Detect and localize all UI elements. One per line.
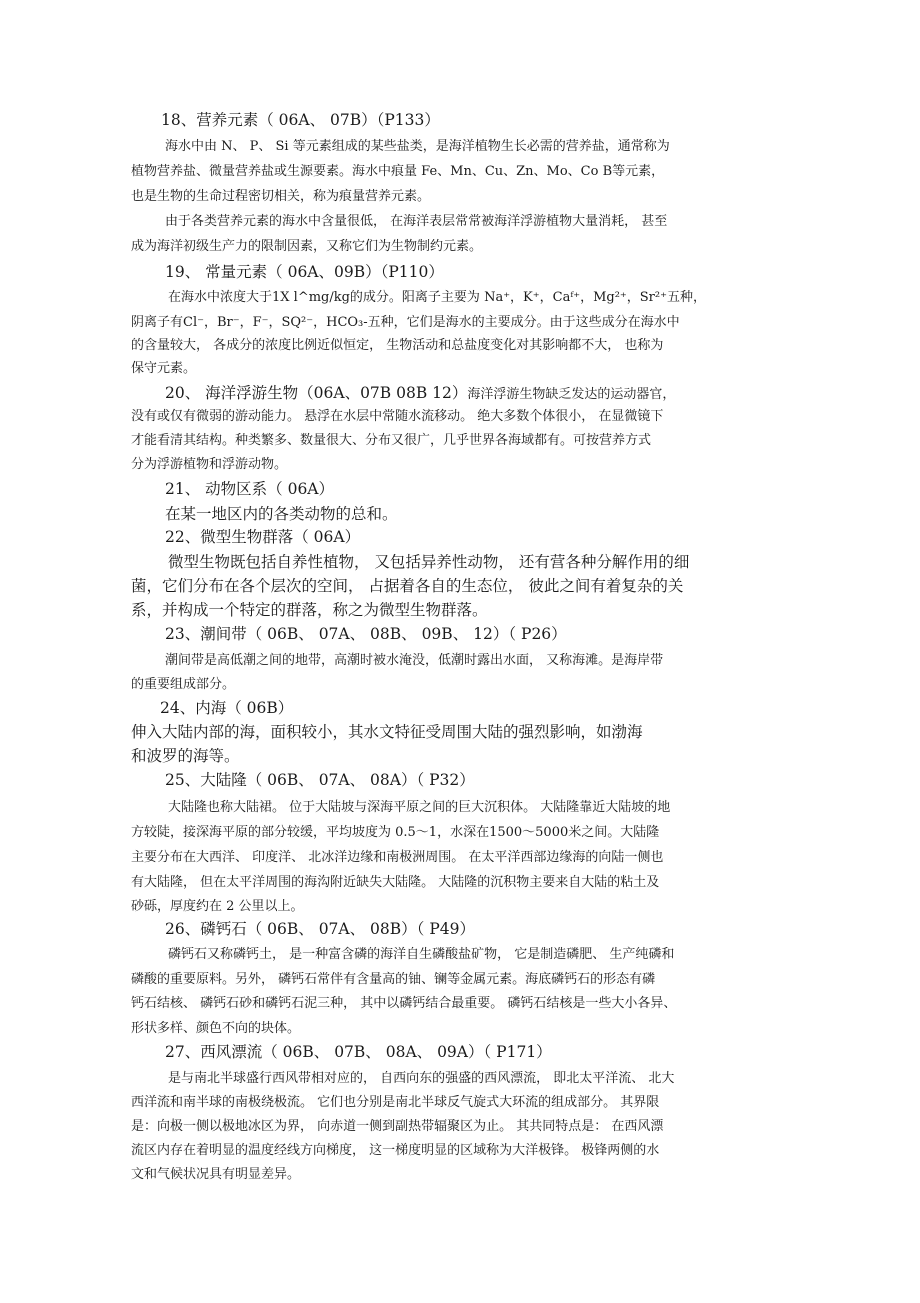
paragraph-line: 阴离子有Cl⁻，Br⁻，F⁻，SQ²⁻，HCO₃-五种，它们是海水的主要成分。由于这些成分在海水中 — [131, 315, 680, 330]
paragraph-line: 形状多样、颜色不向的块体。 — [131, 1021, 301, 1036]
paragraph-line: 方较陡，接深海平原的部分较缓，平均坡度为 0.5～1，水深在1500～5000米之间。大陆隆 — [131, 825, 660, 840]
paragraph-line: 伸入大陆内部的海，面积较小，其水文特征受周围大陆的强烈影响，如渤海 — [131, 723, 643, 741]
paragraph-line: 是：向极一侧以极地冰区为界， 向赤道一侧到副热带辐聚区为止。 其共同特点是： 在西风漂 — [131, 1119, 664, 1134]
paragraph-line: 没有或仅有微弱的游动能力。 悬浮在水层中常随水流移动。 绝大多数个体很小， 在显微镜下 — [131, 409, 664, 424]
paragraph-line: 在海水中浓度大于1X l^mg/kg的成分。阳离子主要为 Na⁺，K⁺，Caᶠ⁺，Mg²⁺，Sr²⁺五种， — [168, 290, 706, 305]
paragraph-line: 也是生物的生命过程密切相关，称为痕量营养元素。 — [131, 189, 431, 204]
section-heading-23: 23、潮间带（ 06B、 07A、 08B、 09B、 12）（ P26） — [165, 625, 567, 643]
paragraph-line: 才能看清其结构。种类繁多、数量很大、分布又很广，几乎世界各海域都有。可按营养方式 — [131, 433, 652, 448]
paragraph-line: 流区内存在着明显的温度经线方向梯度， 这一梯度明显的区域称为大洋极锋。 极锋两侧的水 — [131, 1143, 660, 1158]
section-heading-20: 20、 海洋浮游生物（06A、07B 08B 12） — [165, 384, 468, 402]
paragraph-line: 保守元素。 — [131, 361, 197, 376]
section-heading-25: 25、大陆隆（ 06B、 07A、 08A）（ P32） — [165, 771, 475, 789]
paragraph-line: 有大陆隆， 但在太平洋周围的海沟附近缺失大陆隆。 大陆隆的沉积物主要来自大陆的粘土及 — [131, 875, 660, 890]
paragraph-line: 西洋流和南半球的南极绕极流。 它们也分别是南北半球反气旋式大环流的组成部分。 其界限 — [131, 1095, 660, 1110]
paragraph-line: 和波罗的海等。 — [131, 747, 240, 765]
section-heading-18: 18、营养元素（ 06A、 07B）（P133） — [161, 111, 440, 129]
section-heading-26: 26、磷钙石（ 06B、 07A、 08B）（ P49） — [165, 920, 475, 938]
paragraph-line: 系，并构成一个特定的群落，称之为微型生物群落。 — [131, 601, 488, 619]
section-heading-21: 21、 动物区系（ 06A） — [165, 480, 334, 498]
paragraph-line: 磷钙石又称磷钙土， 是一种富含磷的海洋自生磷酸盐矿物， 它是制造磷肥、 生产纯磷和 — [168, 947, 675, 962]
paragraph-line: 植物营养盐、微量营养盐或生源要素。海水中痕量 Fe、Mn、Cu、Zn、Mo、Co B等元素， — [131, 164, 665, 179]
paragraph-line: 由于各类营养元素的海水中含量很低， 在海洋表层常常被海洋浮游植物大量消耗， 甚至 — [165, 214, 668, 229]
paragraph-line: 在某一地区内的各类动物的总和。 — [165, 505, 398, 523]
paragraph-line: 菌，它们分布在各个层次的空间， 占据着各自的生态位， 彼此之间有着复杂的关 — [131, 577, 684, 595]
paragraph-line: 大陆隆也称大陆裙。 位于大陆坡与深海平原之间的巨大沉积体。 大陆隆靠近大陆坡的地 — [168, 800, 671, 815]
paragraph-line: 是与南北半球盛行西风带相对应的， 自西向东的强盛的西风漂流， 即北太平洋流、 北大 — [168, 1071, 675, 1086]
section-heading-19: 19、 常量元素（ 06A、09B）（P110） — [165, 263, 444, 281]
paragraph-line: 主要分布在大西洋、 印度洋、 北冰洋边缘和南极洲周围。 在太平洋西部边缘海的向陆一侧也 — [131, 850, 664, 865]
paragraph-line: 的重要组成部分。 — [131, 677, 236, 692]
paragraph-line: 钙石结核、 磷钙石砂和磷钙石泥三种， 其中以磷钙结合最重要。 磷钙石结核是一些大小各异、 — [131, 996, 677, 1011]
paragraph-line: 微型生物既包括自养性植物， 又包括异养性动物， 还有营各种分解作用的细 — [168, 553, 690, 571]
paragraph-line: 分为浮游植物和浮游动物。 — [131, 457, 288, 472]
section-heading-22: 22、微型生物群落（ 06A） — [165, 528, 361, 546]
section-heading-27: 27、西风漂流（ 06B、 07B、 08A、 09A）（ P171） — [165, 1043, 552, 1061]
section-heading-24: 24、内海（ 06B） — [160, 699, 294, 717]
paragraph-line: 文和气候状况具有明显差异。 — [131, 1167, 301, 1182]
paragraph-line: 成为海洋初级生产力的限制因素，又称它们为生物制约元素。 — [131, 239, 483, 254]
paragraph-line: 的含量较大， 各成分的浓度比例近似恒定， 生物活动和总盐度变化对其影响都不大， 也称为 — [131, 338, 664, 353]
section-heading-20-line — [165, 385, 675, 402]
paragraph-line: 海水中由 N、 P、 Si 等元素组成的某些盐类，是海洋植物生长必需的营养盐，通常称为 — [165, 139, 670, 154]
paragraph-line: 潮间带是高低潮之间的地带，高潮时被水淹没，低潮时露出水面， 又称海滩。是海岸带 — [165, 653, 664, 668]
paragraph-line: 磷酸的重要原料。另外， 磷钙石常伴有含量高的铀、镧等金属元素。海底磷钙石的形态有磷 — [131, 972, 656, 987]
paragraph-line: 砂砾，厚度约在 2 公里以上。 — [131, 899, 304, 914]
heading-tail-text: 海洋浮游生物缺乏发达的运动器官， — [467, 387, 676, 402]
